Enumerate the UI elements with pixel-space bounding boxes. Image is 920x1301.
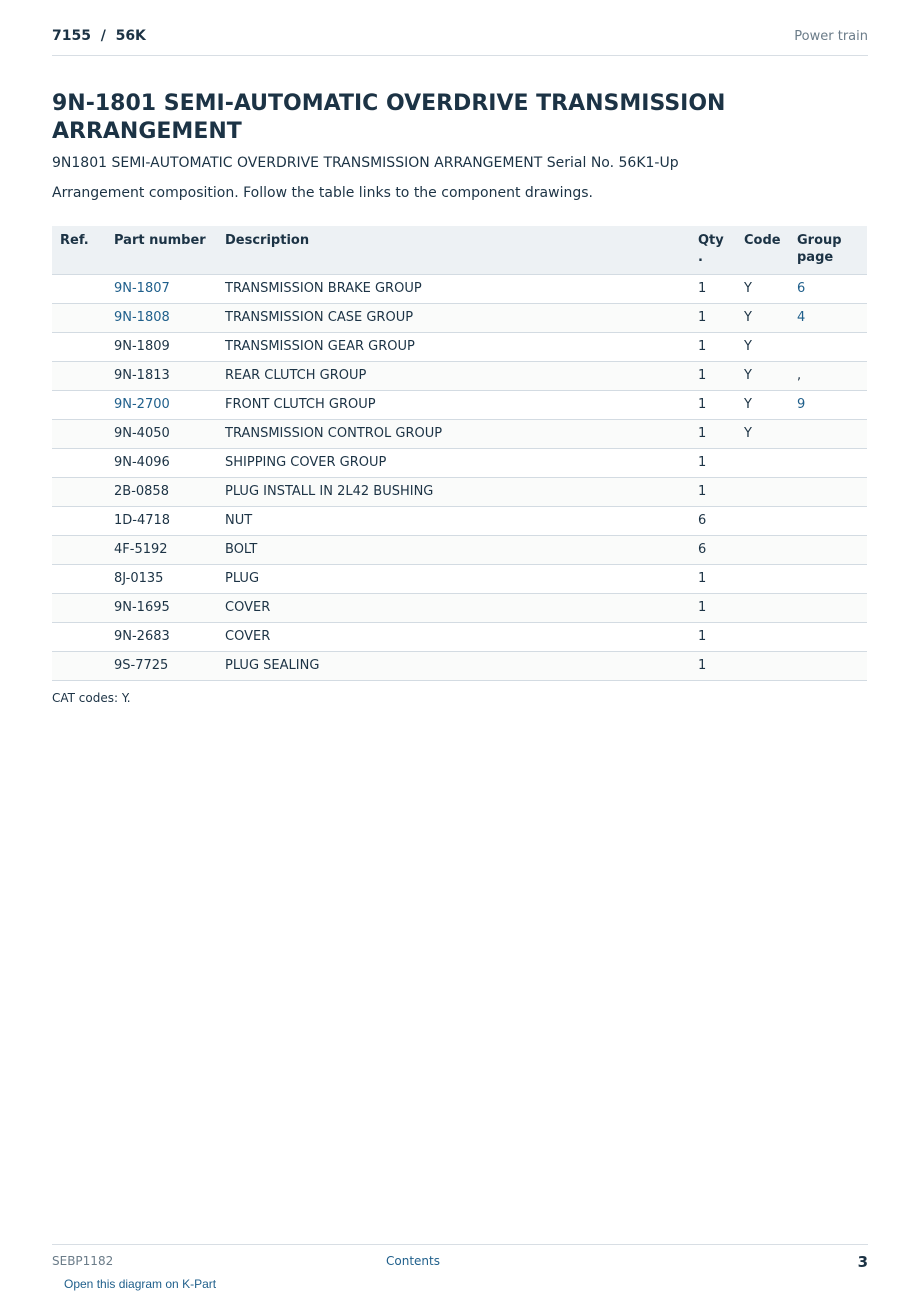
cell-group-page: , bbox=[789, 361, 867, 390]
cell-part-number[interactable]: 9N-2700 bbox=[106, 390, 217, 419]
cell-group-page bbox=[789, 448, 867, 477]
cell-part-number[interactable]: 9N-1807 bbox=[106, 274, 217, 303]
intro-text: Arrangement composition. Follow the table links to the component drawings. bbox=[52, 185, 593, 201]
cell-part-number: 2B-0858 bbox=[106, 477, 217, 506]
cell-ref bbox=[52, 448, 106, 477]
table-row bbox=[52, 332, 867, 361]
col-description: Description bbox=[217, 226, 690, 274]
cell-group-page bbox=[789, 564, 867, 593]
cell-code bbox=[736, 622, 789, 651]
cell-ref bbox=[52, 622, 106, 651]
cell-qty: 1 bbox=[690, 390, 736, 419]
cell-code: Y bbox=[736, 419, 789, 448]
cell-code bbox=[736, 448, 789, 477]
cell-description: REAR CLUTCH GROUP bbox=[217, 361, 690, 390]
col-code: Code bbox=[736, 226, 789, 274]
cell-description: PLUG bbox=[217, 564, 690, 593]
cell-description: SHIPPING COVER GROUP bbox=[217, 448, 690, 477]
model-label: 7155 / 56K bbox=[52, 28, 146, 44]
cell-group-page bbox=[789, 593, 867, 622]
cell-qty: 1 bbox=[690, 303, 736, 332]
cell-code bbox=[736, 535, 789, 564]
cell-group-page[interactable]: 9 bbox=[789, 390, 867, 419]
cell-group-page bbox=[789, 535, 867, 564]
cell-group-page bbox=[789, 622, 867, 651]
cell-description: COVER bbox=[217, 593, 690, 622]
table-row bbox=[52, 506, 867, 535]
col-part-number: Part number bbox=[106, 226, 217, 274]
table-row bbox=[52, 622, 867, 651]
parts-table bbox=[52, 226, 867, 681]
cell-description: PLUG INSTALL IN 2L42 BUSHING bbox=[217, 477, 690, 506]
cell-group-page bbox=[789, 332, 867, 361]
cell-code: Y bbox=[736, 274, 789, 303]
col-qty: Qty . bbox=[690, 226, 736, 274]
table-row bbox=[52, 593, 867, 622]
table-row bbox=[52, 477, 867, 506]
cell-description: NUT bbox=[217, 506, 690, 535]
cell-ref bbox=[52, 274, 106, 303]
cell-description: TRANSMISSION CONTROL GROUP bbox=[217, 419, 690, 448]
cell-part-number: 9N-4050 bbox=[106, 419, 217, 448]
section-label: Power train bbox=[794, 29, 868, 44]
cell-part-number[interactable]: 9N-1808 bbox=[106, 303, 217, 332]
cell-description: FRONT CLUTCH GROUP bbox=[217, 390, 690, 419]
cell-group-page[interactable]: 6 bbox=[789, 274, 867, 303]
cell-qty: 1 bbox=[690, 274, 736, 303]
cell-part-number: 9N-1813 bbox=[106, 361, 217, 390]
kpart-link[interactable]: Open this diagram on K-Part bbox=[64, 1277, 217, 1291]
cell-part-number: 8J-0135 bbox=[106, 564, 217, 593]
cell-group-page bbox=[789, 506, 867, 535]
cell-description: TRANSMISSION CASE GROUP bbox=[217, 303, 690, 332]
document-id: SEBP1182 bbox=[52, 1254, 114, 1268]
table-row bbox=[52, 274, 867, 303]
page-footer bbox=[52, 1244, 868, 1301]
cell-description: TRANSMISSION GEAR GROUP bbox=[217, 332, 690, 361]
page-number: 3 bbox=[857, 1253, 868, 1271]
cell-qty: 1 bbox=[690, 419, 736, 448]
table-row bbox=[52, 448, 867, 477]
cell-ref bbox=[52, 593, 106, 622]
cell-qty: 1 bbox=[690, 593, 736, 622]
cell-ref bbox=[52, 651, 106, 680]
cell-part-number: 9S-7725 bbox=[106, 651, 217, 680]
cell-code: Y bbox=[736, 332, 789, 361]
page-header bbox=[52, 28, 868, 56]
cell-ref bbox=[52, 506, 106, 535]
table-row bbox=[52, 390, 867, 419]
col-group-page: Group page bbox=[789, 226, 867, 274]
cell-code: Y bbox=[736, 390, 789, 419]
cell-description: TRANSMISSION BRAKE GROUP bbox=[217, 274, 690, 303]
cell-part-number: 9N-2683 bbox=[106, 622, 217, 651]
cell-part-number: 4F-5192 bbox=[106, 535, 217, 564]
cell-ref bbox=[52, 477, 106, 506]
cell-qty: 1 bbox=[690, 361, 736, 390]
table-row bbox=[52, 535, 867, 564]
cell-part-number: 9N-1809 bbox=[106, 332, 217, 361]
cell-code bbox=[736, 477, 789, 506]
cell-ref bbox=[52, 535, 106, 564]
cell-part-number: 1D-4718 bbox=[106, 506, 217, 535]
contents-link[interactable]: Contents bbox=[386, 1254, 440, 1268]
cell-code bbox=[736, 506, 789, 535]
cell-qty: 1 bbox=[690, 477, 736, 506]
cell-code: Y bbox=[736, 303, 789, 332]
cell-ref bbox=[52, 361, 106, 390]
cell-group-page bbox=[789, 419, 867, 448]
cell-description: COVER bbox=[217, 622, 690, 651]
table-row bbox=[52, 419, 867, 448]
cell-description: PLUG SEALING bbox=[217, 651, 690, 680]
cell-code: Y bbox=[736, 361, 789, 390]
table-row bbox=[52, 361, 867, 390]
col-ref: Ref. bbox=[52, 226, 106, 274]
cell-qty: 1 bbox=[690, 332, 736, 361]
page-subtitle: 9N1801 SEMI-AUTOMATIC OVERDRIVE TRANSMISSION ARRANGEMENT Serial No. 56K1-Up bbox=[52, 155, 679, 171]
cell-ref bbox=[52, 390, 106, 419]
cell-group-page[interactable]: 4 bbox=[789, 303, 867, 332]
cell-description: BOLT bbox=[217, 535, 690, 564]
cell-code bbox=[736, 593, 789, 622]
cell-part-number: 9N-1695 bbox=[106, 593, 217, 622]
cell-ref bbox=[52, 332, 106, 361]
page-title: 9N-1801 SEMI-AUTOMATIC OVERDRIVE TRANSMISSION ARRANGEMENT bbox=[52, 91, 726, 144]
cell-ref bbox=[52, 564, 106, 593]
cell-group-page bbox=[789, 477, 867, 506]
cat-codes-note: CAT codes: Y. bbox=[52, 691, 131, 705]
cell-code bbox=[736, 564, 789, 593]
table-header-row bbox=[52, 226, 867, 274]
cell-code bbox=[736, 651, 789, 680]
cell-qty: 6 bbox=[690, 535, 736, 564]
cell-ref bbox=[52, 303, 106, 332]
cell-qty: 1 bbox=[690, 651, 736, 680]
table-row bbox=[52, 651, 867, 680]
cell-qty: 1 bbox=[690, 564, 736, 593]
cell-qty: 1 bbox=[690, 448, 736, 477]
table-row bbox=[52, 303, 867, 332]
cell-group-page bbox=[789, 651, 867, 680]
cell-part-number: 9N-4096 bbox=[106, 448, 217, 477]
cell-qty: 1 bbox=[690, 622, 736, 651]
cell-ref bbox=[52, 419, 106, 448]
table-row bbox=[52, 564, 867, 593]
cell-qty: 6 bbox=[690, 506, 736, 535]
